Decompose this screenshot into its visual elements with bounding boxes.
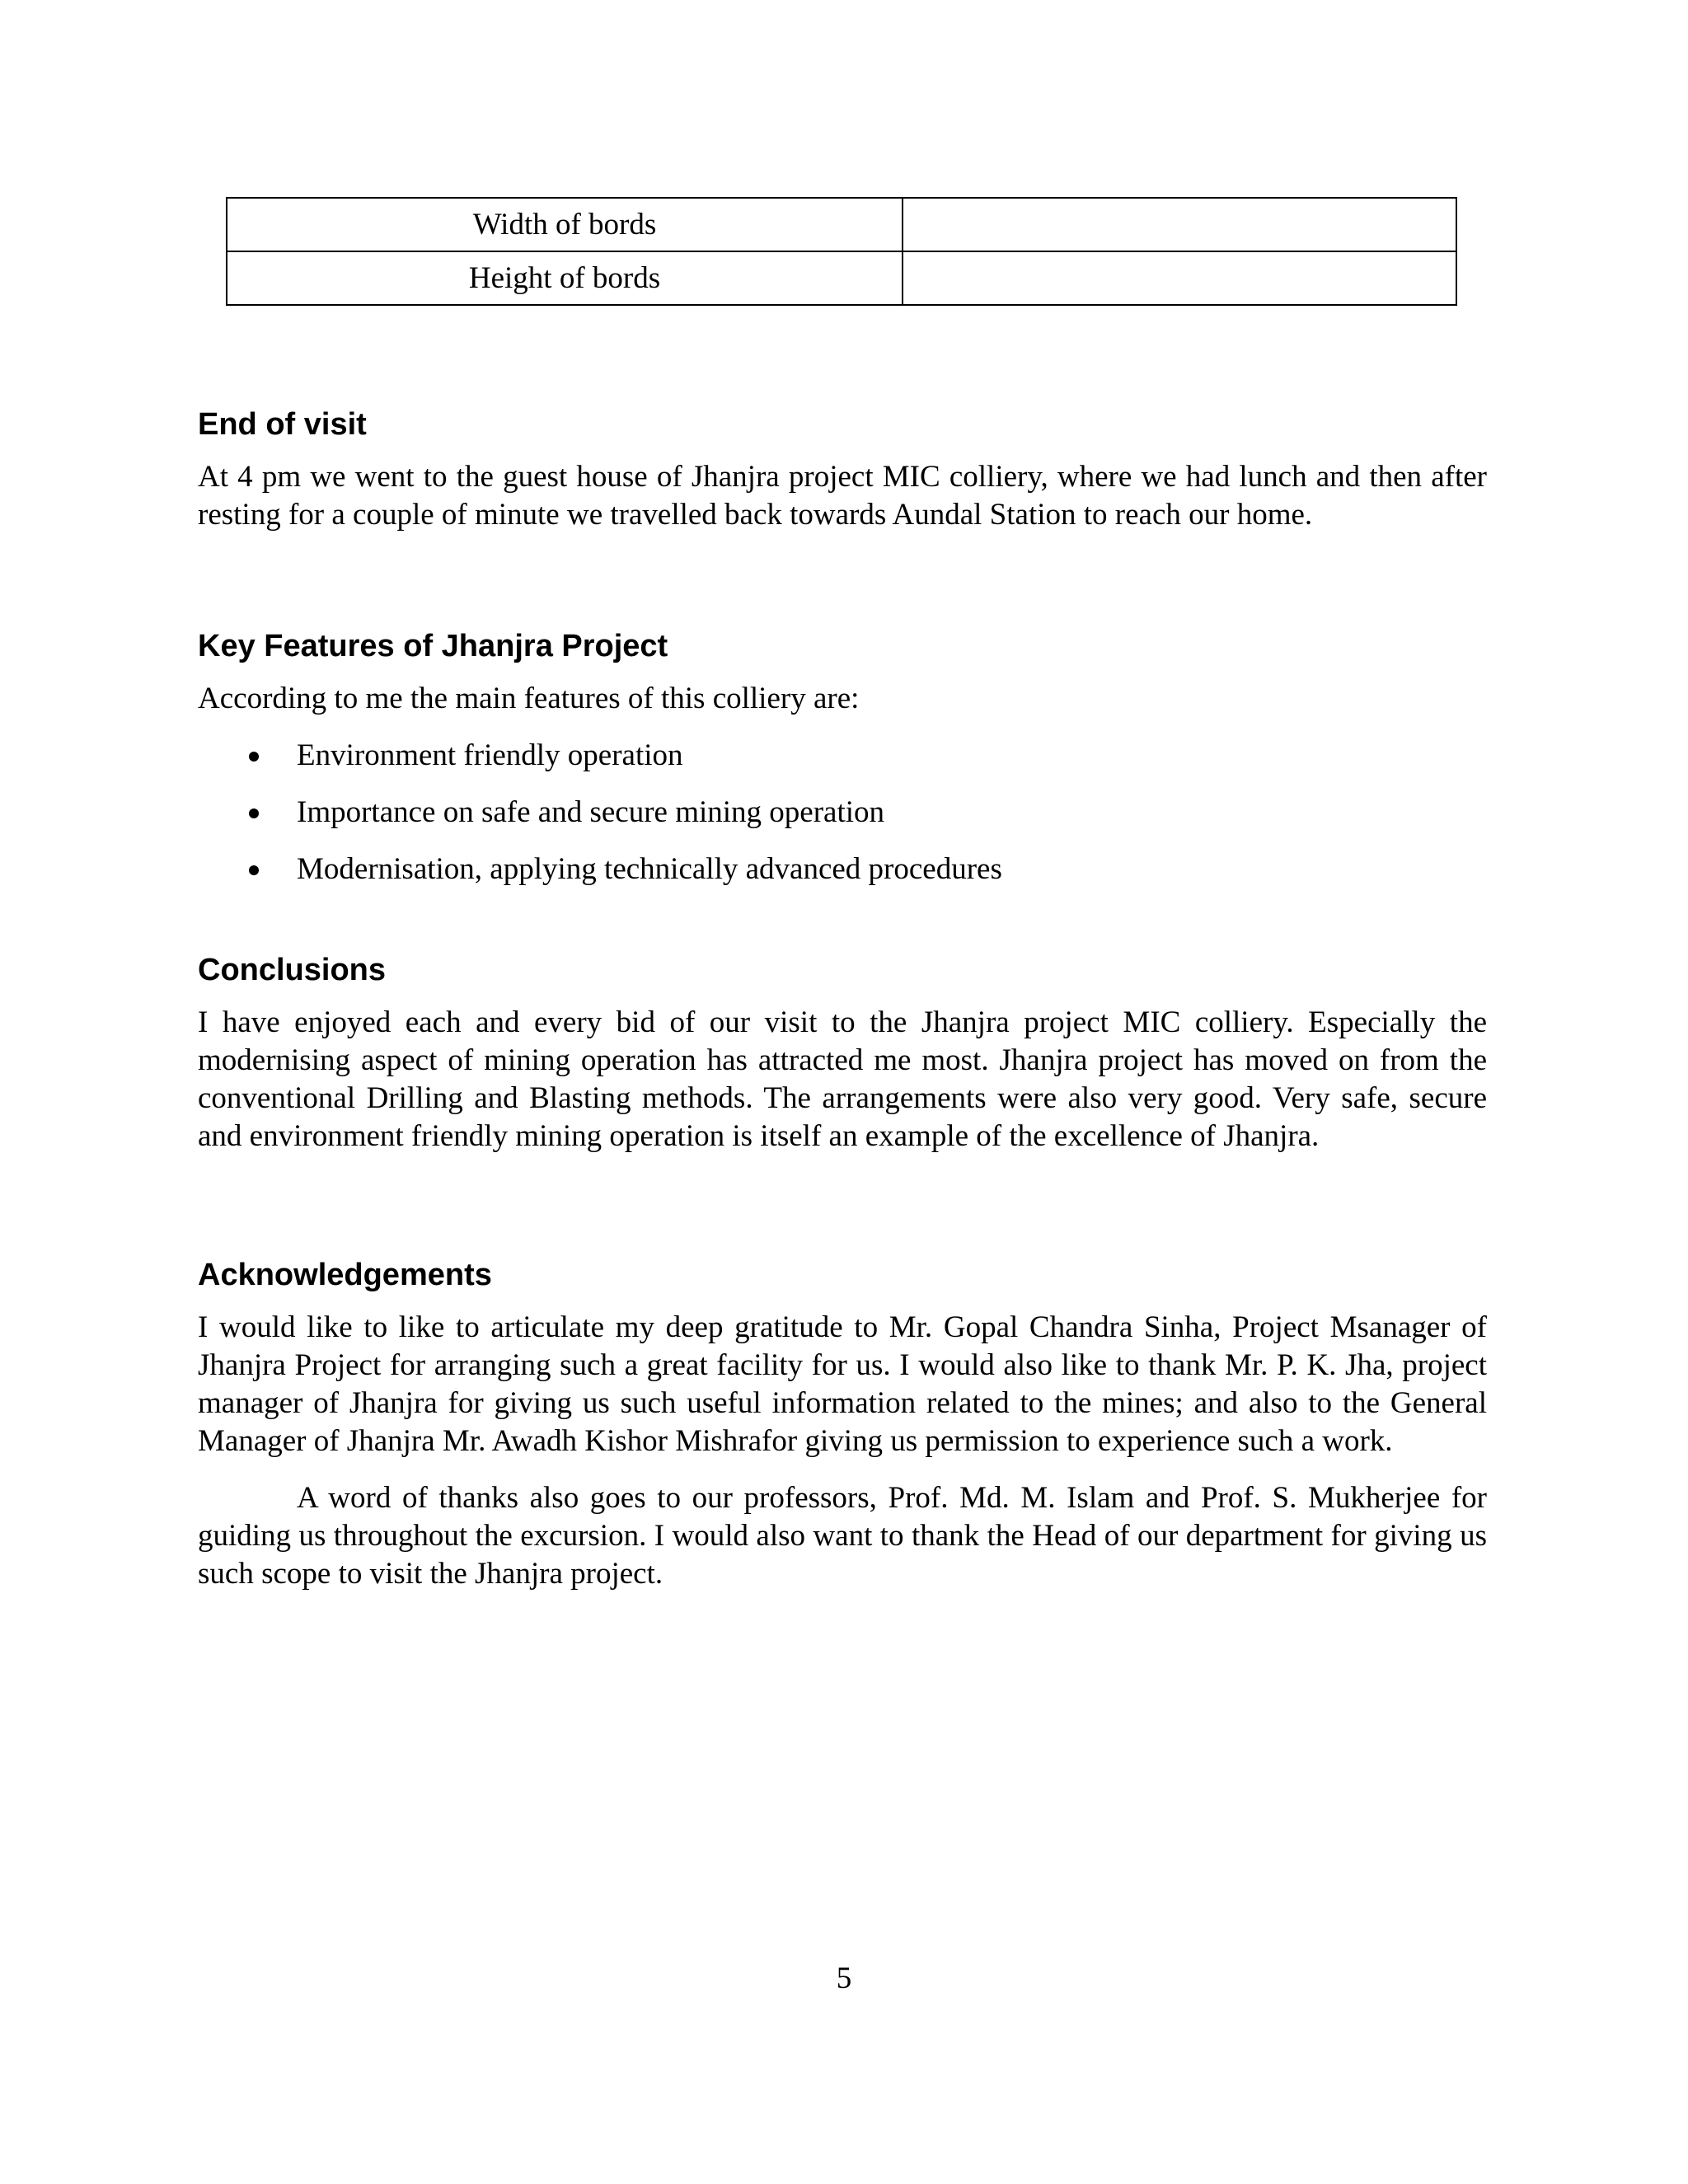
section-paragraph: I would like to like to articulate my deep gratitude to Mr. Gopal Chandra Sinha, Project Msanager of Jhanjra Project for arranging such a great facility for us. I would also like to thank Mr. P. K. Jha, project manager of Jhanjra for giving us such useful information related to the mines; and also to the General Manager of Jhanjra Mr. Awadh Kishor Mishrafor giving us permission to experience such a work. [198,1310,1487,1458]
page-number: 5 [836,1961,852,1995]
list-item [198,794,1487,832]
section-intro: According to me the main features of this colliery are: [198,682,860,715]
bullet-icon [249,752,259,762]
section-paragraph: A word of thanks also goes to our professors, Prof. Md. M. Islam and Prof. S. Mukherjee for guiding us throughout the excursion. I would also want to thank the Head of our department for giving us such scope to visit the Jhanjra project. [198,1481,1487,1591]
section-paragraph: At 4 pm we went to the guest house of Jhanjra project MIC colliery, where we had lunch and then after resting for a couple of minute we travelled back towards Aundal Station to reach our home. [198,460,1487,532]
bord-dimensions-table [226,197,1457,306]
table-cell-value [903,251,1456,305]
list-item-text: Importance on safe and secure mining operation [297,795,885,829]
section-paragraph: I have enjoyed each and every bid of our visit to the Jhanjra project MIC colliery. Especially the modernising aspect of mining operation has attracted me most. Jhanjra project has moved on from the conventional Drilling and Blasting methods. The arrangements were also very good. Very safe, secure and environment friendly mining operation is itself an example of the excellence of Jhanjra. [198,1005,1487,1153]
table-cell-value [903,198,1456,251]
table-row [227,251,1456,305]
list-item-text: Modernisation, applying technically advanced procedures [297,852,1002,886]
section-heading: End of visit [198,407,367,442]
table-cell-label: Width of bords [227,198,903,251]
bullet-icon [249,865,259,875]
bullet-icon [249,808,259,818]
section-acknowledgements [198,1256,1487,1593]
list-item-text: Environment friendly operation [297,738,683,772]
section-heading: Conclusions [198,953,387,987]
section-heading: Acknowledgements [198,1258,492,1292]
list-item [198,851,1487,888]
list-item [198,737,1487,775]
table-row [227,198,1456,251]
section-key-features [198,627,1487,907]
table-cell-label: Height of bords [227,251,903,305]
section-end-of-visit [198,405,1487,534]
section-conclusions [198,951,1487,1155]
feature-list [198,737,1487,888]
section-heading: Key Features of Jhanjra Project [198,629,668,663]
